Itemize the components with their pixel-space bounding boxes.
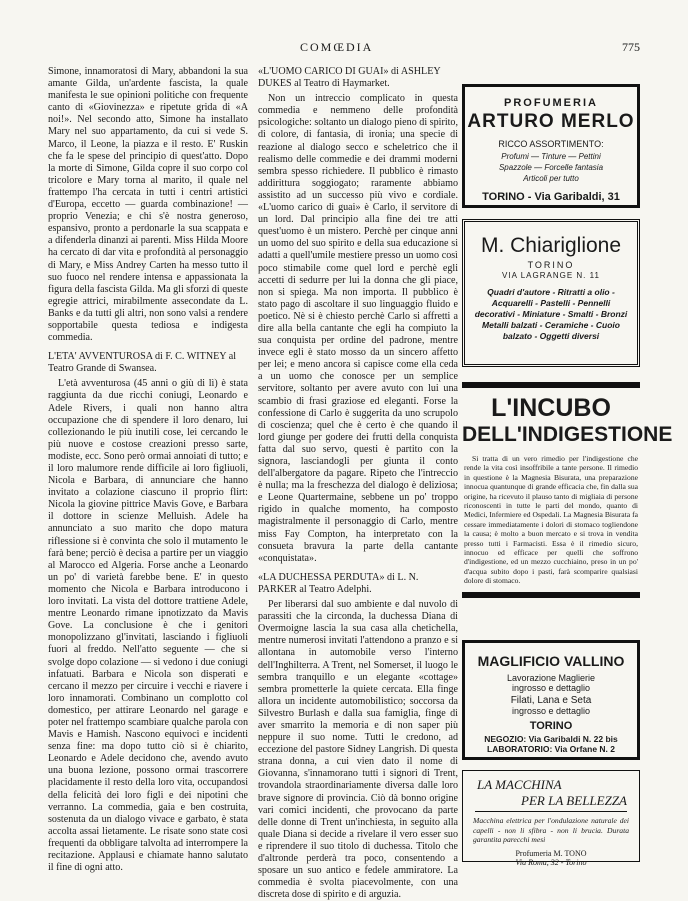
ad-line: Profumi — Tinture — Pettini (501, 152, 601, 161)
ad-headline: LA MACCHINA (477, 777, 562, 792)
journal-title: COMŒDIA (300, 40, 374, 54)
ad-sign: Profumeria M. TONO (515, 848, 587, 858)
ad-line: Articoli per tutto (523, 174, 579, 183)
page-header (0, 40, 688, 58)
ad-maglificio-vallino (462, 640, 640, 760)
ad-address: TORINO - Via Garibaldi, 31 (482, 191, 620, 203)
divider (462, 382, 640, 388)
ad-brand: M. Chiariglione (480, 234, 622, 257)
ad-body: Si tratta di un vero rimedio per l'indigestione che rende la vita così insoffribile a tante persone. Il rimedio in questione è la Magnesia Bisurata, una preparazione innocua quantunque di grande efficacia che, fin dalla sua origine, ha ricevuto il plauso tanto di migliaia di persone riconoscenti in tutte le parti del mondo, quanto di Medici, Infermiere ed Ospedali. La Magnesia Bisurata fa cessare immediatamente i dolori di stomaco togliendone la causa; è molto a buon mercato e si trova in vendita presso tutti i Farmacisti. Essa è il rimedio sicuro, innocuo ed efficace per quelli che soffrono d'indigestione, ed un mezzo cucchiaino, preso in un po' d'acqua subito dopo i pasti, farà scomparire qualsiasi dolore di stomaco. (464, 454, 638, 586)
ad-profumeria-merlo (462, 84, 640, 208)
ad-line: Spazzole — Forcelle fantasia (498, 163, 604, 172)
divider (462, 592, 640, 598)
ad-macchina-bellezza (462, 770, 640, 867)
paragraph: Per liberarsi dal suo ambiente e dal nuvolo di parassiti che la circonda, la duchessa Diana di Overmoigne lascia la sua casa alla chetichella, mentre numerosi invitati l'attendono a pranzo e si allontana in automobile verso l'interno dell'Inghilterra. A Trent, nel Somerset, il luogo le sembra tranquillo e un elegante «cottage» sembra prometterle la quiete cercata. Ella finge allora un incidente automobilistico; soccorsa da Silvestro Burlash e dalla sua famiglia, finge di aver smarrito la memoria e di non saper più neppure il suo nome. Tutti le credono, ad eccezione del pastore Sidney Langrish. Di questa strana donna, a cui vien dato il nome di Giovanna, s'innamorano tutti i signori di Trent, trovandola straordinariamente diversa dalle loro brave signore di provincia. Ciò dà bonno origine vari comici incidenti, che provocano da parte delle donne di Trent un'inchiesta, in seguito alla quale Diana si decide a rivelare il vero esser suo e riprendere il suo titolo di duchessa. Titolo che d'altronde perderà tra poco, consentendo a sposare un suo antico e fedele ammiratore. La commedia è svolta piacevolmente, con una discreta dose di spirito e di arguzia. (258, 599, 458, 901)
ad-heading: RICCO ASSORTIMENTO: (498, 139, 604, 149)
ad-headline: PER LA BELLEZZA (475, 793, 627, 812)
ad-body: Macchina elettrica per l'ondulazione naturale dei capelli - non li sfibra - non li brucia. Durata garantita parecchi mesi (473, 816, 629, 844)
section-title: «L'UOMO CARICO DI GUAI» di ASHLEY DUKES al Teatro di Haymarket. (258, 66, 441, 90)
ad-line: Lavorazione Maglierie (506, 673, 596, 683)
ad-city: TORINO (529, 720, 573, 732)
ad-chiariglione (462, 219, 640, 367)
ad-address: NEGOZIO: Via Garibaldi N. 22 bis (484, 734, 618, 744)
ad-city: TORINO (527, 260, 575, 270)
ad-headline: DELL'INDIGESTIONE (462, 423, 673, 446)
ad-line: Acquarelli - Pastelli - Pennelli decorativi - Miniature - Smalti - Bronzi (474, 298, 628, 319)
ad-line: Filati, Lana e Seta (510, 695, 592, 706)
ad-line: Quadri d'autore - Ritratti a olio - (487, 287, 615, 297)
paragraph: Non un intreccio complicato in questa commedia e nemmeno delle profondità psicologiche: soltanto un dialogo pieno di spirito, di colore, di fantasia, di ironia; una specie di reazione al dialogo secco e scheletrico che il realismo delle commedie e dei drammi moderni sembra spesso richiedere. Il pubblico è rimasto addirittura soggiogato; raramente abbiamo assistito ad un successo più vivo e cordiale. «L'uomo carico di guai» è Carlo, il servitore di un lord. Dal principio alla fine dei tre atti quest'uomo è un mistero. Perchè per cinque anni un uomo del suo spirito e della sua educazione si adatti a quell'umile mestiere presso un uomo così poco stimabile come quel lord e perchè egli accetti di sedurre per lui la donna che gli piace, non si spiega. Ma non importa. Il pubblico è stato pago di ascoltare il suo linguaggio fluido e poetico. Nè si è chiesto perchè Carlo si affretti a dire alla bella cantante che egli ha compiuto la sua conquista per ordine del padrone, mentre invece egli è stato mosso da un sincero affetto per lei; e meno ancora si capisce come ella ceda a un uomo che conosce per un semplice servitore, soltanto per avere avuto con lui una scambio di frasi graziose ed eleganti. Forse la confessione di Carlo è suggerita da uno scrupolo di coscienza; quel che è certo è che quando il lord giunge per godere dei frutti della conquista fatta dal suo servo, questi è partito con la signora, lasciandogli per giunta il conto dell'albergatore da pagare. Ripeto che l'intreccio è nulla; ma la freschezza del dialogo è deliziosa; e Leone Quartermaine, sebbene un po' troppo rigido in qualche momento, ha composto magistralmente il personaggio di Carlo, mentre miss Fay Compton, ha interpretato con la consueta bravura la parte della cantante «conquistata». (258, 93, 458, 564)
text-column-2 (258, 66, 458, 901)
page-number: 775 (622, 40, 640, 54)
paragraph: Simone, innamoratosi di Mary, abbandoni la sua amante Gilda, un'ardente fascista, la quale manifesta le sue opinioni politiche con frequente canto di «Giovinezza» e ripetute grida di «A noi!». Nel secondo atto, Simone ha installato Mary nel suo appartamento, da cui si vede S. Marco, il Leone, la piazza e il resto. E' Ruskin che fa le spese del principio di quest'atto. Dopo la morte di Simone, Gilda copre il suo corpo col tricolore e Mary torna al marito, il quale nel frattempo l'ha cercata in tutti i centri artistici d'Europa, eccetto — guarda combinazione! — proprio Venezia; e chi s'è nostra generoso, espansivo, pronto a perdonarle la sua scappata e a difenderla dinanzi ai parenti. Miss Hilda Moore ha cercato di dar vita e profondità al personaggio di Mary, e Miss Andrey Carten ha messo tutto il suo fuoco nel rendere intensa e appassionata la figura della fascista Gilda. Ma gli sforzi di queste egregie attrici, mirabilmente assecondate da L. Banks e da tutti gli altri, non sono valsi a rendere sopportabile questa tediosa e indigesta commedia. (48, 66, 248, 344)
ad-brand: ARTURO MERLO (467, 111, 635, 132)
ad-line: ingrosso e dettaglio (511, 683, 591, 693)
ad-label: PROFUMERIA (504, 97, 598, 109)
ad-line: ingrosso e dettaglio (511, 706, 591, 716)
ad-line: Metalli balzati - Ceramiche - Cuoio balzato - Oggetti diversi (482, 320, 620, 341)
ad-address: Via Roma, 32 - Torino (515, 857, 587, 867)
ad-brand: MAGLIFICIO VALLINO (477, 653, 625, 669)
text-column-1 (48, 66, 248, 874)
paragraph: L'età avventurosa (45 anni o giù di lì) è stata raggiunta da due ricchi coniugi, Leonardo e Adele Rivers, i quali non hanno altra occupazione che di spendere il loro denaro, lui collezionando le più inutili cose, lei cercando le più nuove e costose creazioni presso sarte, modiste, ecc. Sono però ormai annoiati di tutto; e il loro malumore rende difficile ai loro figliuoli, Nicola e Barbara, di annunciare che hanno invitato a colazione ciascuno il proprio flirt: Nicola la giovine pittrice Mavis Gove, e Barbara il dottore in scienze Melluish. Adele ha annunciato a suo marito che dopo matura riflessione si è convinta che solo il mutamento le farà bene; perciò è decisa a partire per un viaggio al Marocco ed Algeria. Forse anche a Leonardo un po' di varietà farebbe bene. E' in questo momento che Nicola e Barbara introducono i loro invitati. La vista del dottore trattiene Adele, mentre Leonardo rimane ipnotizzato da Mavis Gove. La conclusione è che i genitori monopolizzano gl'invitati, lasciando i figliuoli fuori al freddo. Nell'atto seguente — che si svolge dopo colazione — si vedono i due coniugi infatuati. Barbara e Nicola son disperati e cercano il mezzo per circuire i vecchi e riavere i loro innamorati. Combinano un complotto col domestico, per attirare Leonardo nel garage e poter nel frattempo scambiare qualche parola con Mavis e Hamish. Nascono equivoci e incidenti senza fine: ma dopo tutto ciò si è chiarito, Leonardo e Adele decidono che, avendo avuto una buona lezione, possono ormai trascorrere placidamente il resto della loro vita, occupandosi della felicità dei loro figli e dei nipotini che verranno. La commedia, gaia e ben costruita, sostenuta da un dialogo vivace e garbato, è stata accolta assai lietamente. Le risate sono state così frequenti da obbligare talvolta ad interrompere la recitazione. Applausi e chiamate hanno salutato il fine di ogni atto. (48, 378, 248, 874)
section-title: «LA DUCHESSA PERDUTA» di L. N. PARKER al Teatro Adelphi. (258, 571, 419, 595)
ad-headline: L'INCUBO (491, 394, 611, 422)
ad-indigestione (462, 382, 673, 632)
ad-address: LABORATORIO: Via Orfane N. 2 (487, 744, 615, 754)
section-title: L'ETA' AVVENTUROSA di F. C. WITNEY al Teatro Grande di Swansea. (48, 351, 237, 375)
ad-street: VIA LAGRANGE N. 11 (502, 271, 600, 280)
